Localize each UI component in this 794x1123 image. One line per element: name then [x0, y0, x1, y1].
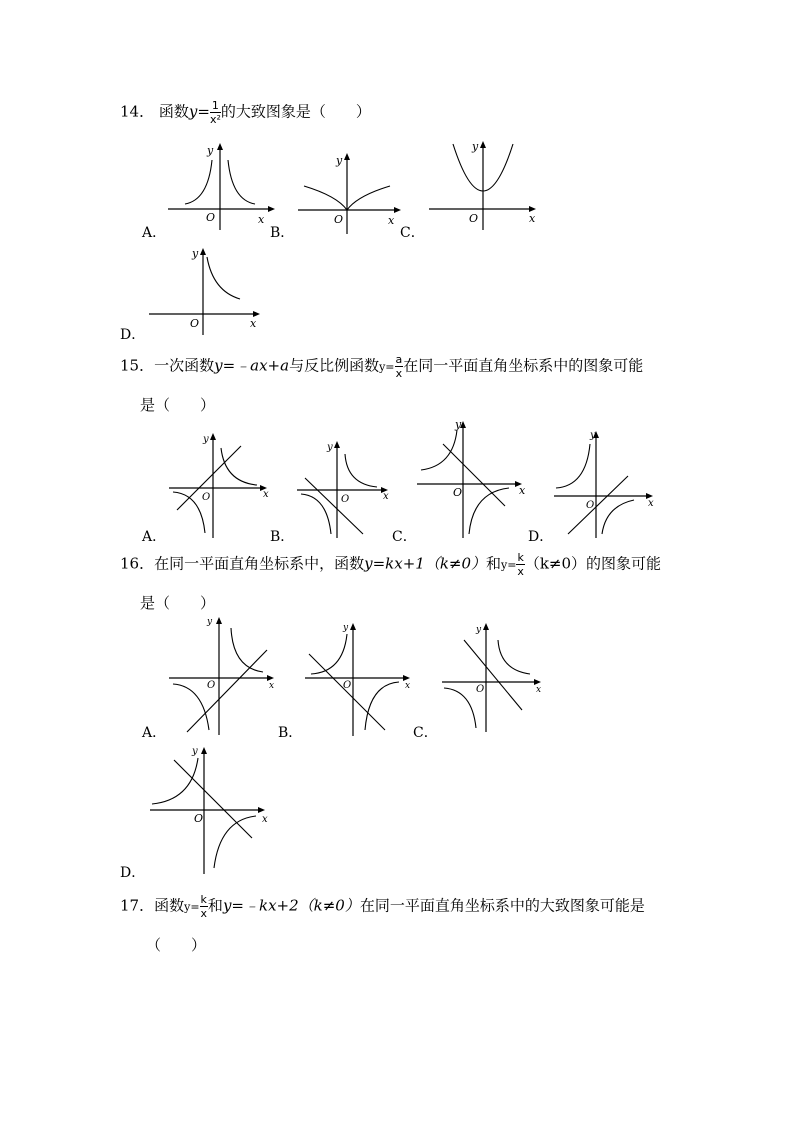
x-axis-arrow-icon [394, 207, 401, 213]
q17-fraction [200, 894, 208, 919]
origin-label: O [586, 500, 595, 511]
q16-text-c: （k≠0）的图象可能 [524, 554, 662, 573]
q16-option-c-label: C． [413, 725, 438, 741]
q14-graph-c [425, 138, 545, 233]
y-label: y [327, 442, 333, 453]
y-axis-arrow-icon [217, 143, 223, 150]
q15-graph-a [165, 428, 275, 540]
q16-graph-a [165, 612, 280, 737]
curve-left [185, 160, 212, 204]
q15-frac-den: x [395, 367, 403, 380]
q14-prefix: 函数 [158, 102, 189, 121]
y-label: y [192, 247, 199, 260]
y-label: y [203, 434, 209, 445]
q14-number: 14． [120, 102, 155, 121]
q16-option-a-label: A． [142, 725, 167, 741]
hyperbola-q4 [602, 500, 634, 534]
curve-right [228, 160, 255, 204]
y-label: y [455, 418, 462, 431]
hyperbola-q2 [152, 758, 198, 804]
q16-text-b: 和 [486, 554, 502, 573]
hyperbola-q3 [444, 688, 476, 728]
curve [207, 257, 240, 299]
q16-y-eq: y= [501, 558, 517, 572]
q14-frac-num: 1 [211, 99, 219, 112]
hyperbola-q3 [301, 494, 331, 534]
y-label: y [207, 144, 214, 157]
hyperbola-q4 [365, 682, 399, 730]
x-axis-arrow-icon [268, 206, 275, 212]
origin-label: O [469, 212, 479, 225]
origin-label: O [476, 684, 485, 695]
q16-graph-d [148, 742, 273, 877]
q14-y-eq: y= [188, 102, 210, 121]
y-label: y [472, 140, 479, 153]
q16-expr1: y=kx+1（k≠0） [364, 554, 487, 573]
line [464, 640, 522, 710]
q17-text-b: 和 [207, 896, 223, 915]
origin-label: O [343, 680, 352, 691]
x-axis-arrow-icon [258, 807, 265, 813]
q14-option-b-label: B． [270, 225, 295, 241]
q15-number: 15． [120, 356, 155, 375]
origin-label: O [207, 680, 216, 691]
q15-option-b-label: B． [270, 529, 295, 545]
x-label: x [405, 681, 411, 691]
q15-y-eq: y= [379, 360, 395, 374]
y-axis-arrow-icon [483, 623, 489, 630]
q16-option-b-label: B． [278, 725, 303, 741]
x-label: x [529, 212, 536, 225]
y-axis-arrow-icon [350, 623, 356, 630]
q16-frac-num: k [517, 551, 524, 564]
y-label: y [590, 430, 596, 441]
origin-label: O [453, 486, 463, 499]
hyperbola-q2 [421, 430, 457, 470]
hyperbola-q2 [311, 634, 347, 674]
q14-graph-b [292, 148, 412, 238]
q15-text-c: 在同一平面直角坐标系中的图象可能 [403, 356, 644, 375]
curve-right [347, 186, 390, 210]
origin-label: O [341, 494, 350, 505]
q15-text-b: 与反比例函数 [289, 356, 380, 375]
q16-text-a: 在同一平面直角坐标系中，函数 [154, 554, 365, 573]
hyperbola-q1 [221, 448, 257, 485]
y-axis-arrow-icon [344, 153, 350, 160]
line [568, 476, 628, 534]
q14-option-c-label: C． [400, 225, 425, 241]
line [174, 760, 252, 838]
q14-graph-a [160, 140, 280, 235]
q15-option-d-label: D． [528, 529, 554, 545]
y-axis-arrow-icon [200, 248, 206, 255]
q15-fraction [395, 354, 404, 379]
q16-frac-den: x [517, 565, 524, 578]
hyperbola-q1 [231, 628, 263, 672]
q16-graph-b [303, 618, 418, 738]
q17-stem-line2: （ ） [146, 936, 207, 954]
q15-expr1: y=﹣ax+a [214, 356, 290, 375]
q17-text-c: 在同一平面直角坐标系中的大致图象可能是 [359, 896, 645, 915]
q15-graph-d [552, 426, 662, 540]
q14-frac-den: x² [209, 113, 221, 126]
hyperbola-q2 [556, 444, 590, 488]
q14-graph-d [145, 243, 270, 338]
origin-label: O [202, 492, 211, 503]
q17-frac-num: k [200, 893, 207, 906]
x-label: x [263, 489, 269, 500]
y-label: y [207, 617, 213, 627]
y-label: y [476, 625, 482, 635]
q16-stem-line1 [120, 552, 661, 577]
q14-fraction [210, 100, 221, 125]
hyperbola-q3 [173, 684, 209, 730]
line [309, 654, 385, 730]
q15-option-a-label: A． [142, 529, 167, 545]
q17-frac-den: x [200, 907, 207, 920]
x-label: x [262, 814, 268, 825]
q15-stem-line1 [120, 354, 643, 379]
y-axis-arrow-icon [334, 441, 340, 448]
q14-stem [120, 100, 371, 125]
y-label: y [192, 746, 198, 757]
x-label: x [519, 484, 526, 497]
q14-option-a-label: A． [142, 225, 167, 241]
hyperbola-q1 [498, 640, 530, 674]
line [187, 650, 267, 732]
y-axis-arrow-icon [216, 617, 222, 624]
q17-expr1: y=﹣kx+2（k≠0） [222, 896, 360, 915]
y-label: y [343, 623, 349, 633]
q17-y-eq: y= [184, 900, 200, 914]
q15-graph-c [415, 414, 535, 540]
q16-option-d-label: D． [120, 865, 146, 881]
origin-label: O [190, 317, 200, 330]
x-label: x [258, 213, 265, 226]
line [305, 478, 363, 534]
y-axis-arrow-icon [480, 141, 486, 148]
q16-fraction [516, 552, 524, 577]
y-axis-arrow-icon [201, 747, 207, 754]
y-label: y [336, 154, 343, 167]
x-label: x [536, 685, 542, 695]
q17-prefix: 函数 [154, 896, 185, 915]
hyperbola-q4 [214, 816, 256, 868]
q14-option-d-label: D． [120, 327, 146, 343]
q14-suffix: 的大致图象是（ ） [220, 102, 371, 121]
q16-graph-c [440, 620, 550, 735]
q15-graph-b [295, 438, 395, 540]
q17-number: 17． [120, 896, 155, 915]
x-label: x [269, 681, 275, 691]
x-label: x [388, 214, 395, 227]
q15-text-a: 一次函数 [154, 356, 215, 375]
y-axis-arrow-icon [210, 433, 216, 440]
q15-frac-num: a [395, 353, 403, 366]
hyperbola-q4 [469, 488, 509, 534]
q15-option-c-label: C． [392, 529, 417, 545]
x-label: x [250, 317, 257, 330]
x-label: x [648, 498, 654, 509]
curve-left [304, 186, 347, 210]
q16-number: 16． [120, 554, 155, 573]
x-label: x [383, 491, 389, 502]
hyperbola-q1 [345, 454, 377, 487]
q15-stem-line2: 是（ ） [140, 396, 216, 414]
q16-stem-line2: 是（ ） [140, 594, 216, 612]
origin-label: O [334, 213, 344, 226]
origin-label: O [194, 812, 204, 825]
origin-label: O [206, 211, 216, 224]
q17-stem-line1 [120, 894, 645, 919]
